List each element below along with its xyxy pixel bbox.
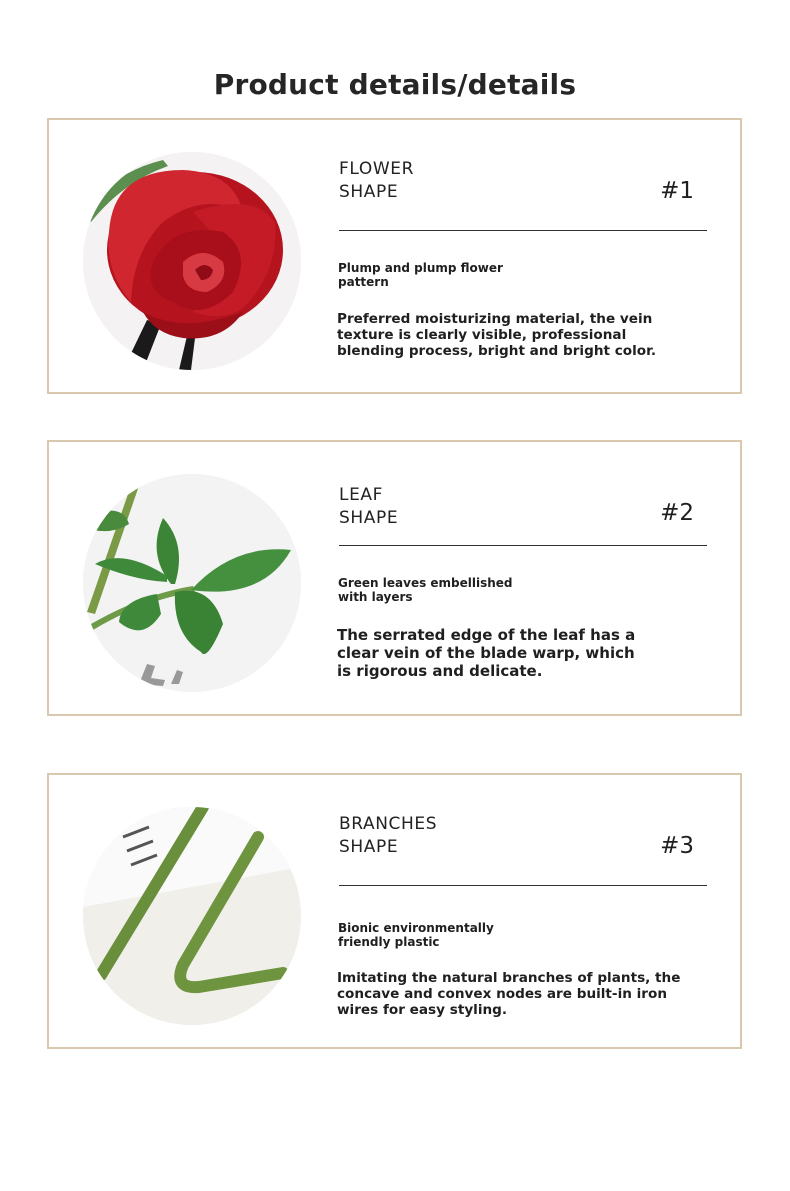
shape-number: #2: [660, 500, 694, 526]
feature-description: Imitating the natural branches of plants, the concave and convex nodes are built-in iron wires for easy styling.: [337, 970, 681, 1018]
shape-title: [339, 158, 414, 204]
shape-number: #3: [660, 833, 694, 859]
leaf-image: [83, 474, 301, 692]
divider: [339, 230, 707, 231]
detail-card-branches: [47, 773, 742, 1049]
shape-title-line2: SHAPE: [339, 508, 399, 528]
feature-subtitle: Plump and plump flower pattern: [338, 261, 503, 289]
leaf-photo: [83, 474, 301, 692]
shape-title-line2: SHAPE: [339, 182, 399, 202]
branch-photo: [83, 807, 301, 1025]
feature-subtitle: Green leaves embellished with layers: [338, 576, 513, 604]
shape-number: #1: [660, 178, 694, 204]
feature-description: The serrated edge of the leaf has a clear vein of the blade warp, which is rigorous and delicate.: [337, 626, 636, 680]
feature-description: Preferred moisturizing material, the vein texture is clearly visible, professional blending process, bright and bright color.: [337, 311, 657, 359]
rose-image: [83, 152, 301, 370]
page-title: Product details/details: [213, 68, 577, 101]
feature-subtitle: Bionic environmentally friendly plastic: [338, 921, 494, 949]
shape-title-line2: SHAPE: [339, 837, 399, 857]
divider: [339, 545, 707, 546]
shape-title-line1: BRANCHES: [339, 814, 438, 834]
shape-title-line1: LEAF: [339, 485, 384, 505]
shape-title: [339, 813, 437, 859]
shape-title: [339, 484, 398, 530]
rose-photo: [83, 152, 301, 370]
detail-card-flower: [47, 118, 742, 394]
shape-title-line1: FLOWER: [339, 159, 414, 179]
branch-image: [83, 807, 301, 1025]
detail-card-leaf: [47, 440, 742, 716]
divider: [339, 885, 707, 886]
